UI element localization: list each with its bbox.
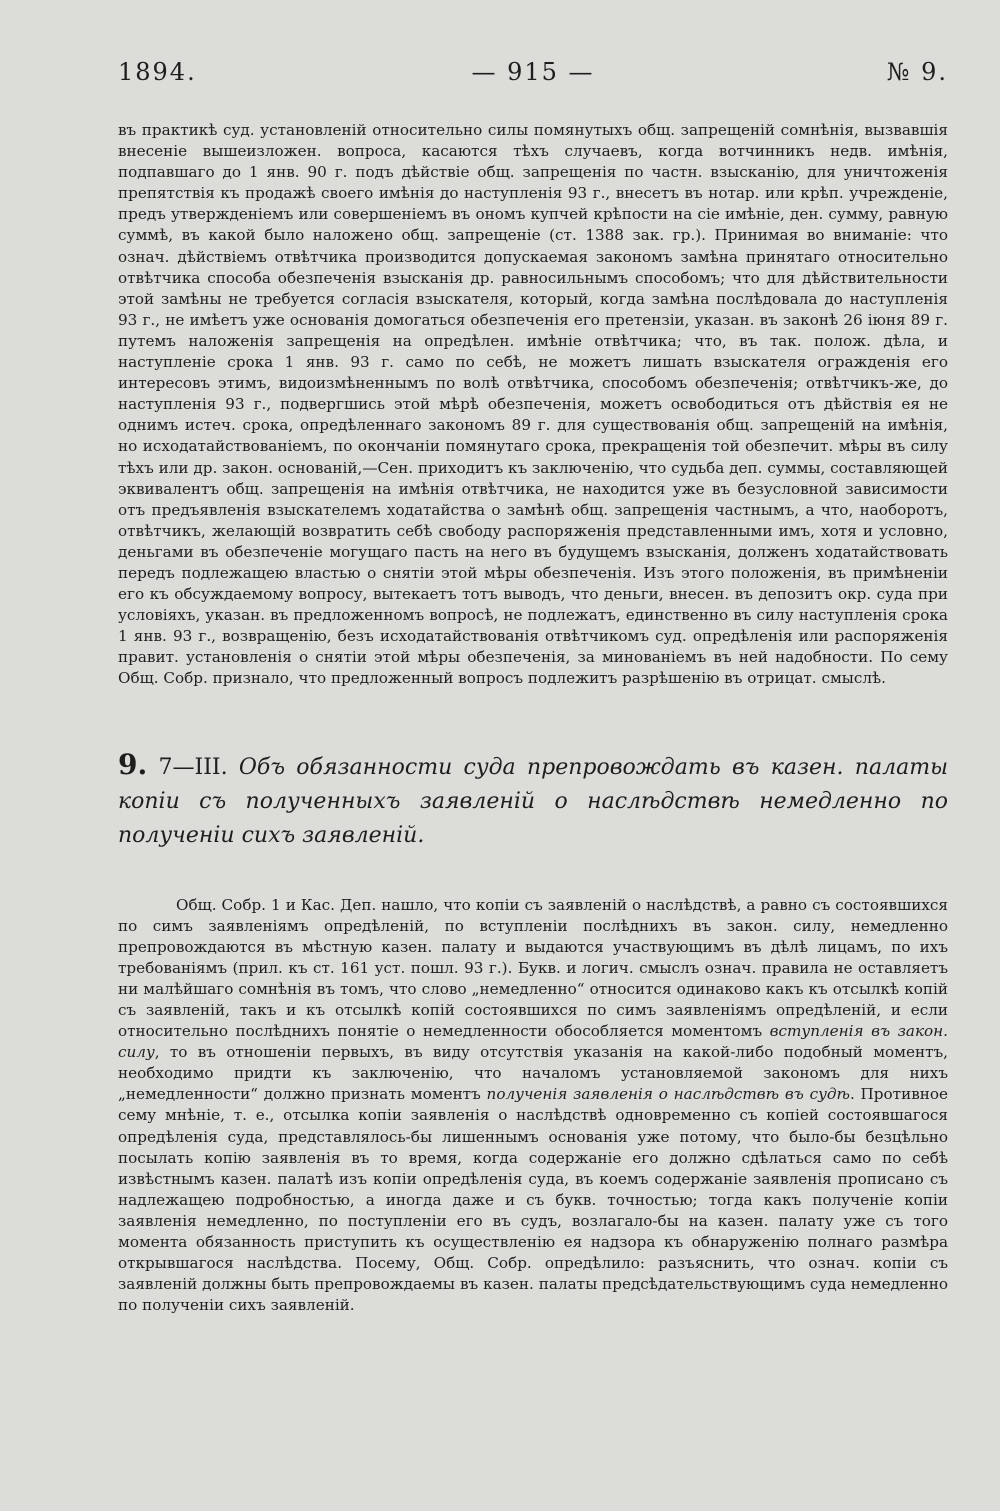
header-year: 1894. (118, 58, 197, 86)
section-2-text-b: , то въ отношеніи первыхъ, въ виду отсутствія указанія на какой-либо подобный моментъ, необходимо придти къ заключенію, что началомъ установляемой закономъ для нихъ „немедленности“ должно признать моментъ (118, 1043, 948, 1104)
section-2-date: 7—III. (158, 754, 228, 780)
section-1-paragraph: въ практикѣ суд. установленій относительно силы помянутыхъ общ. запрещеній сомнѣнія, вызвавшія внесеніе вышеизложен. вопроса, касаются тѣхъ случаевъ, когда вотчинникъ недв. имѣнія, подпавшаго до 1 янв. 90 г. подъ дѣйствіе общ. запрещенія по частн. взысканію, для уничтоженія препятствія къ продажѣ своего имѣнія до наступленія 93 г., внесетъ въ нотар. или крѣп. учрежденіе, предъ утвержденіемъ или совершеніемъ въ ономъ купчей крѣпости на сіе имѣніе, ден. сумму, равную суммѣ, въ какой было наложено общ. запрещеніе (ст. 1388 зак. гр.). Принимая во вниманіе: что означ. дѣйствіемъ отвѣтчика производится допускаемая закономъ замѣна принятаго относительно отвѣтчика способа обезпеченія взысканія др. равносильнымъ способомъ; что для дѣйствительности этой замѣны не требуется согласія взыскателя, который, когда замѣна послѣдовала до наступленія 93 г., не имѣетъ уже основанія домогаться обезпеченія его претензіи, указан. въ законѣ 26 іюня 89 г. путемъ наложенія запрещенія на опредѣлен. имѣніе отвѣтчика; что, въ так. полож. дѣла, и наступленіе срока 1 янв. 93 г. само по себѣ, не можетъ лишать взыскателя огражденія его интересовъ этимъ, видоизмѣненнымъ по волѣ отвѣтчика, способомъ обезпеченія; отвѣтчикъ-же, до наступленія 93 г., подвергшись этой мѣрѣ обезпеченія, можетъ освободиться отъ дѣйствія ея не однимъ истеч. срока, опредѣленнаго закономъ 89 г. для существованія общ. запрещеній на имѣнія, но исходатайствованіемъ, по окончаніи помянутаго срока, прекращенія той обезпечит. мѣры въ силу тѣхъ или др. закон. основаній,—Сен. приходитъ къ заключенію, что судьба деп. суммы, составляющей эквивалентъ общ. запрещенія на имѣнія отвѣтчика, не находится уже въ безусловной зависимости отъ предъявленія взыскателемъ ходатайства о замѣнѣ общ. запрещенія частнымъ, а что, наоборотъ, отвѣтчикъ, желающій возвратить себѣ свободу распоряженія представленными имъ, хотя и условно, деньгами въ обезпеченіе могущаго пасть на него въ будущемъ взысканія, долженъ ходатайствовать передъ подлежащею властью о снятіи этой мѣры обезпеченія. Изъ этого положенія, въ примѣненіи его къ обсуждаемому вопросу, вытекаетъ тотъ выводъ, что деньги, внесен. въ депозитъ окр. суда при условіяхъ, указан. въ предложенномъ вопросѣ, не подлежатъ, единственно въ силу наступленія срока 1 янв. 93 г., возвращенію, безъ исходатайствованія отвѣтчикомъ суд. опредѣленія или распоряженія правит. установленія о снятіи этой мѣры обезпеченія, за минованіемъ въ ней надобности. По сему Общ. Собр. признало, что предложенный вопросъ подлежитъ разрѣшенію въ отрицат. смыслѣ. (118, 121, 948, 688)
section-2-heading (118, 748, 948, 853)
section-2-title: Объ обязанности суда препровождать въ казен. палаты копіи съ полученныхъ заявленій о наслѣдствѣ немедленно по полученіи сихъ заявленій. (118, 754, 948, 848)
section-2-emphasis-a: вступленія въ закон. силу (118, 1022, 948, 1062)
page-header (118, 58, 948, 98)
section-2-paragraph (118, 895, 948, 1317)
page-body (118, 120, 948, 1316)
header-page-number: — 915 — (471, 58, 595, 86)
section-2-text-c: . Противное сему мнѣніе, т. е., отсылка копіи заявленія о наслѣдствѣ одновременно съ копіей состоявшагося опредѣленія суда, представлялось-бы лишеннымъ основанія уже потому, что было-бы безцѣльно посылать копію заявленія въ то время, когда содержаніе его должно сдѣлаться само по себѣ извѣстнымъ казен. палатѣ изъ копіи опредѣленія суда, въ коемъ содержаніе заявленія прописано съ надлежащею подробностью, а иногда даже и съ букв. точностью; тогда какъ полученіе копіи заявленія немедленно, по поступленіи его въ судъ, возлагало-бы на казен. палату уже съ того момента обязанность приступить къ осуществленію ея надзора къ обнаруженію полнаго размѣра открывшагося наслѣдства. Посему, Общ. Собр. опредѣлило: разъяснить, что означ. копіи съ заявленій должны быть препровождаемы въ казен. палаты предсѣдательствующимъ суда немедленно по полученіи сихъ заявленій. (118, 1085, 948, 1315)
section-2-text-a: Общ. Собр. 1 и Кас. Деп. нашло, что копіи съ заявленій о наслѣдствѣ, а равно съ состоявшихся по симъ заявленіямъ опредѣленій, по вступленіи послѣднихъ въ закон. силу, немедленно препровождаются въ мѣстную казен. палату и выдаются участвующимъ въ дѣлѣ лицамъ, по ихъ требованіямъ (прил. къ ст. 161 уст. пошл. 93 г.). Букв. и логич. смыслъ означ. правила не оставляетъ ни малѣйшаго сомнѣнія въ томъ, что слово „немедленно“ относится одинаково какъ къ отсылкѣ копій съ заявленій, такъ и къ отсылкѣ копій состоявшихся по симъ заявленіямъ опредѣленій, и если относительно послѣднихъ понятіе о немедленности обособляется моментомъ (118, 895, 948, 1041)
section-2-emphasis-b: полученія заявленія о наслѣдствѣ въ судѣ (486, 1085, 850, 1104)
header-issue-number: № 9. (886, 58, 948, 86)
section-2-number: 9. (118, 747, 148, 781)
